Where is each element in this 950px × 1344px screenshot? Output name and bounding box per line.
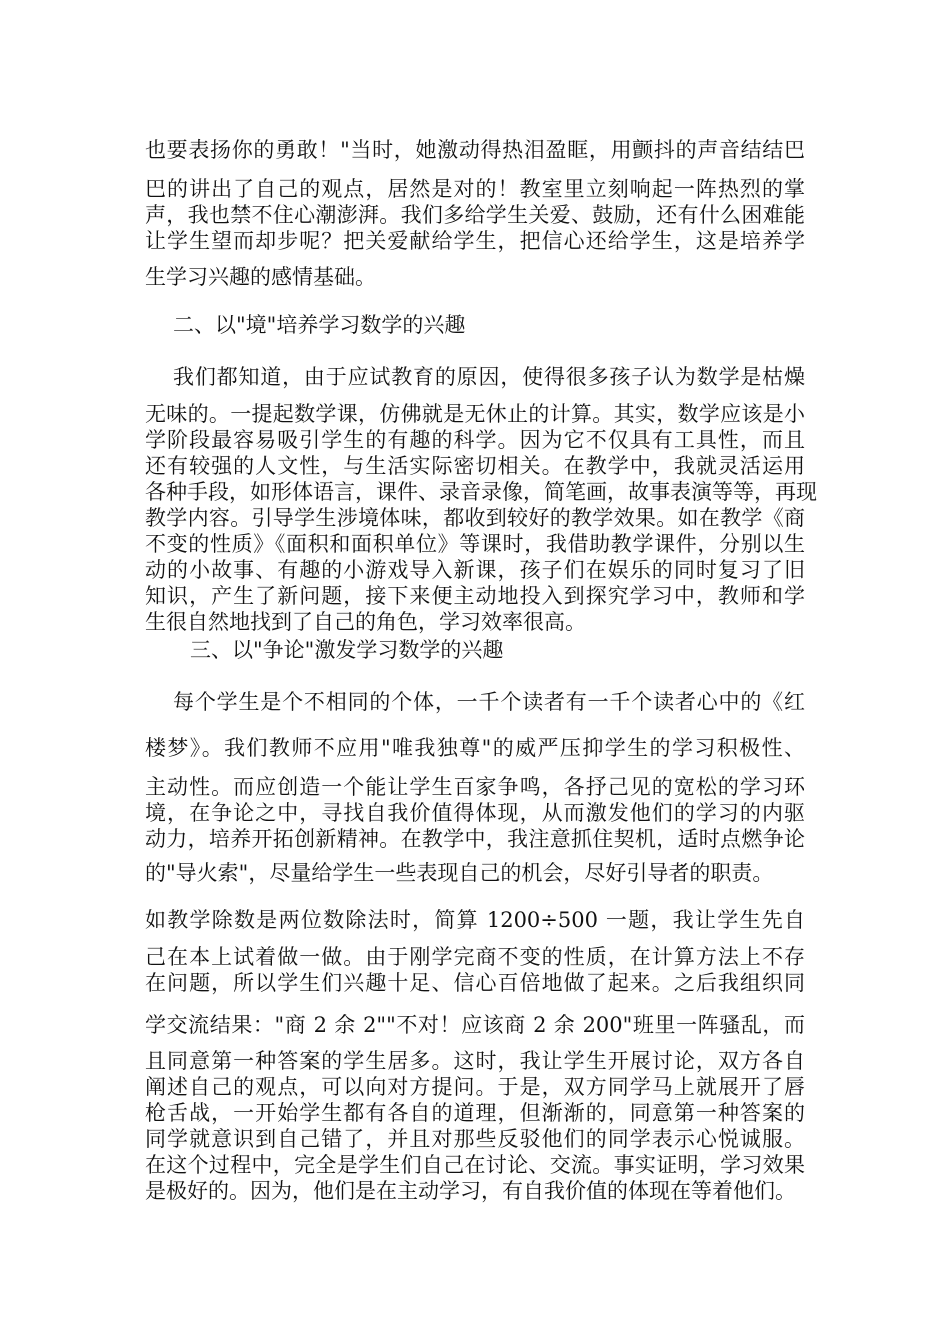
text-line: 巴的讲出了自己的观点，居然是对的！教室里立刻响起一阵热烈的掌 [145,177,805,201]
text-line: 主动性。而应创造一个能让学生百家争鸣，各抒己见的宽松的学习环 [145,775,805,799]
text-line: 在问题，所以学生们兴趣十足、信心百倍地做了起来。之后我组织同 [145,971,805,995]
text-line: 声，我也禁不住心潮澎湃。我们多给学生关爱、鼓励，还有什么困难能 [145,203,805,227]
text-line: 己在本上试着做一做。由于刚学完商不变的性质，在计算方法上不存 [145,945,805,969]
text-line: 我们都知道，由于应试教育的原因，使得很多孩子认为数学是枯燥 [173,365,805,389]
text-line: 学阶段最容易吸引学生的有趣的科学。因为它不仅具有工具性，而且 [145,428,805,452]
text-line: 生学习兴趣的感情基础。 [145,265,376,289]
text-line: 动的小故事、有趣的小游戏导入新课，孩子们在娱乐的同时复习了旧 [145,558,805,582]
text-line: 且同意第一种答案的学生居多。这时，我让学生开展讨论，双方各自 [145,1049,805,1073]
text-line: 也要表扬你的勇敢！"当时，她激动得热泪盈眶，用颤抖的声音结结巴 [145,138,805,162]
text-line: 动力，培养开拓创新精神。在教学中，我注意抓住契机，适时点燃争论 [145,827,805,851]
text-line: 境，在争论之中，寻找自我价值得体现，从而激发他们的学习的内驱 [145,801,805,825]
text-line: 如教学除数是两位数除法时，简算 1200÷500 一题，我让学生先自 [145,908,805,932]
text-line: 无味的。一提起数学课，仿佛就是无休止的计算。其实，数学应该是小 [145,402,805,426]
text-line: 是极好的。因为，他们是在主动学习，有自我价值的体现在等着他们。 [145,1179,796,1203]
text-line: 的"导火索"，尽量给学生一些表现自己的机会，尽好引导者的职责。 [145,861,774,885]
section-heading: 三、以"争论"激发学习数学的兴趣 [190,638,504,662]
text-line: 知识，产生了新问题，接下来便主动地投入到探究学习中，教师和学 [145,584,805,608]
text-line: 让学生望而却步呢？把关爱献给学生，把信心还给学生，这是培养学 [145,229,805,253]
text-line: 各种手段，如形体语言，课件、录音录像，简笔画，故事表演等等，再现 [145,480,817,504]
text-line: 还有较强的人文性，与生活实际密切相关。在教学中，我就灵活运用 [145,454,805,478]
text-line: 同学就意识到自己错了，并且对那些反驳他们的同学表示心悦诚服。 [145,1127,805,1151]
text-line: 楼梦》。我们教师不应用"唯我独尊"的威严压抑学生的学习积极性、 [145,736,805,760]
text-line: 学交流结果："商 2 余 2""不对！应该商 2 余 200"班里一阵骚乱，而 [145,1013,805,1037]
text-line: 每个学生是个不相同的个体，一千个读者有一千个读者心中的《红 [173,690,805,714]
text-line: 在这个过程中，完全是学生们自己在讨论、交流。事实证明，学习效果 [145,1153,805,1177]
text-line: 生很自然地找到了自己的角色，学习效率很高。 [145,610,586,634]
text-line: 教学内容。引导学生涉境体味，都收到较好的教学效果。如在教学《商 [145,506,805,530]
section-heading: 二、以"境"培养学习数学的兴趣 [173,313,466,337]
text-line: 不变的性质》《面积和面积单位》等课时，我借助教学课件，分别以生 [145,532,805,556]
text-line: 枪舌战，一开始学生都有各自的道理，但渐渐的，同意第一种答案的 [145,1101,805,1125]
text-line: 阐述自己的观点，可以向对方提问。于是，双方同学马上就展开了唇 [145,1075,805,1099]
